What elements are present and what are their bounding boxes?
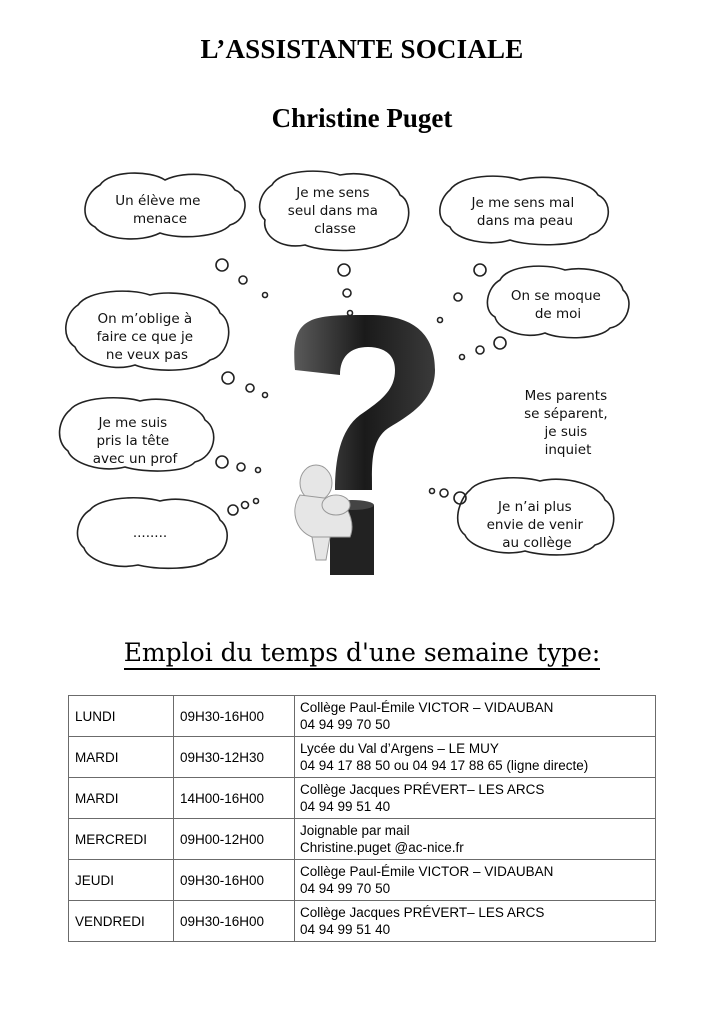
bubble-line: ........ xyxy=(132,525,168,541)
bubble-line: ne veux pas xyxy=(105,347,189,363)
location-line: Collège Paul-Émile VICTOR – VIDAUBAN xyxy=(300,700,554,715)
day-cell: LUNDI xyxy=(69,696,174,737)
location-line: Lycée du Val d’Argens – LE MUY xyxy=(300,741,499,756)
day-cell: JEUDI xyxy=(69,860,174,901)
table-row xyxy=(69,860,656,901)
bubble-line: je suis xyxy=(544,424,588,440)
phone-line: 04 94 99 70 50 xyxy=(300,717,391,732)
bubble-mocked xyxy=(511,288,605,322)
bubble-teacher xyxy=(93,415,179,467)
phone-line: 04 94 99 51 40 xyxy=(300,799,391,814)
day-cell: VENDREDI xyxy=(69,901,174,942)
location-cell xyxy=(295,737,656,778)
bubble-line: dans ma peau xyxy=(476,213,574,229)
location-line: Collège Jacques PRÉVERT– LES ARCS xyxy=(300,905,545,920)
bubble-line: inquiet xyxy=(544,442,592,458)
location-cell xyxy=(295,901,656,942)
location-cell xyxy=(295,778,656,819)
bubble-line: au collège xyxy=(502,535,572,551)
schedule-table xyxy=(68,695,656,942)
bubble-school xyxy=(487,499,588,551)
phone-line: 04 94 99 51 40 xyxy=(300,922,391,937)
bubble-unwell xyxy=(470,195,578,229)
bubble-line: pris la tête xyxy=(96,433,170,449)
bubble-line: Mes parents xyxy=(524,388,608,404)
contact-line: Joignable par mail xyxy=(300,823,410,838)
bubble-line: envie de venir xyxy=(486,517,584,533)
bubble-line: classe xyxy=(314,221,356,237)
email-line: Christine.puget @ac-nice.fr xyxy=(300,840,464,855)
location-cell xyxy=(295,860,656,901)
bubble-line: Je me sens mal xyxy=(471,195,575,211)
hours-cell: 09H30-16H00 xyxy=(174,860,295,901)
hours-cell: 09H30-12H30 xyxy=(174,737,295,778)
bubble-line: de moi xyxy=(534,306,582,322)
bubble-threat xyxy=(115,193,204,227)
bubble-line: Je me sens xyxy=(296,185,370,201)
bubble-line: seul dans ma xyxy=(287,203,378,219)
phone-line: 04 94 17 88 50 ou 04 94 17 88 65 (ligne directe) xyxy=(300,758,589,773)
table-row xyxy=(69,737,656,778)
bubble-empty xyxy=(133,525,167,541)
social-worker-name: Christine Puget xyxy=(271,103,453,133)
bubble-forced xyxy=(97,311,198,363)
bubble-line: On m’oblige à xyxy=(97,311,193,327)
schedule-heading xyxy=(0,638,724,667)
hours-cell: 14H00-16H00 xyxy=(174,778,295,819)
bubble-line: menace xyxy=(132,211,188,227)
bubble-line: faire ce que je xyxy=(96,329,194,345)
bubble-lonely xyxy=(288,185,382,237)
day-cell: MARDI xyxy=(69,778,174,819)
thought-bubbles-illustration xyxy=(50,165,650,585)
hours-cell: 09H00-12H00 xyxy=(174,819,295,860)
day-cell: MARDI xyxy=(69,737,174,778)
bubble-line: Je n’ai plus xyxy=(498,499,572,515)
document-title: L’ASSISTANTE SOCIALE xyxy=(200,34,524,64)
table-row xyxy=(69,696,656,737)
location-line: Collège Jacques PRÉVERT– LES ARCS xyxy=(300,782,545,797)
phone-line: 04 94 99 70 50 xyxy=(300,881,391,896)
bubble-line: Un élève me xyxy=(115,193,201,209)
location-cell xyxy=(295,819,656,860)
bubble-parents xyxy=(524,388,612,458)
bubble-line: On se moque xyxy=(510,288,601,304)
location-line: Collège Paul-Émile VICTOR – VIDAUBAN xyxy=(300,864,554,879)
hours-cell: 09H30-16H00 xyxy=(174,901,295,942)
bubble-line: se séparent, xyxy=(524,406,608,422)
hours-cell: 09H30-16H00 xyxy=(174,696,295,737)
table-row xyxy=(69,901,656,942)
table-row xyxy=(69,778,656,819)
location-cell xyxy=(295,696,656,737)
bubble-line: avec un prof xyxy=(92,451,178,467)
day-cell: MERCREDI xyxy=(69,819,174,860)
bubble-line: Je me suis xyxy=(98,415,168,431)
table-row xyxy=(69,819,656,860)
schedule-heading-text: Emploi du temps d'une semaine type: xyxy=(124,638,601,670)
